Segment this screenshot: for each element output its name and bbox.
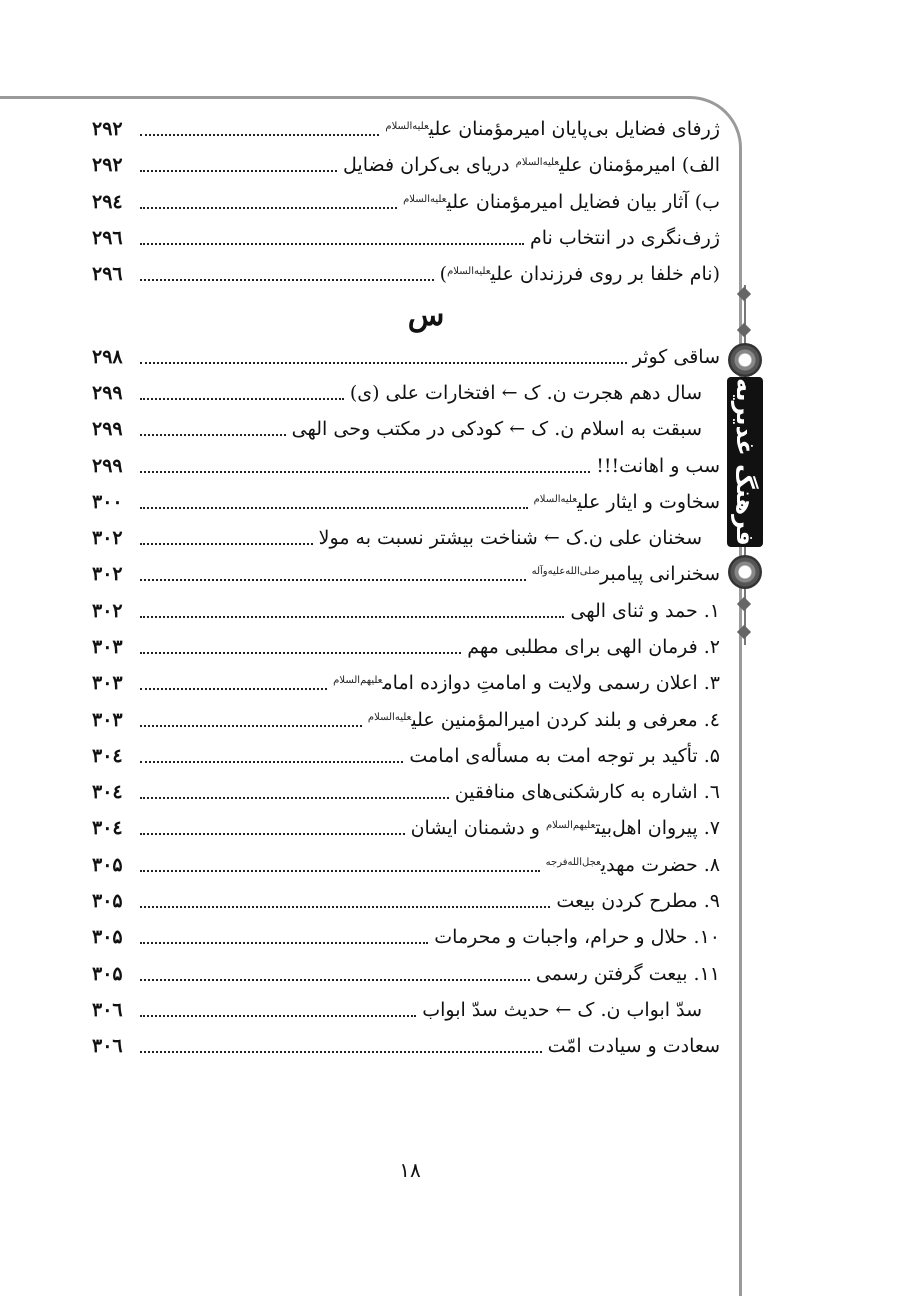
side-title: فرهنگ غدیریه: [731, 378, 759, 546]
honorific-mark: علیه‌السلام: [533, 493, 578, 505]
dot-leader: [140, 979, 530, 981]
toc-entry-text: سعادت و سیادت امّت: [547, 1035, 720, 1058]
toc-entry-title: [548, 1035, 720, 1057]
toc-entry-suffix: ): [439, 263, 448, 286]
dot-leader: [140, 1015, 416, 1017]
toc-entry-title: [403, 191, 720, 213]
dot-leader: [140, 942, 428, 944]
toc-entry: [92, 411, 720, 447]
toc-entry-title: [422, 999, 720, 1021]
toc-entry-page: ۳۰۲: [92, 563, 123, 586]
diamond-ornament-icon: [737, 597, 751, 611]
toc-entry: [92, 556, 720, 592]
toc-entry: [92, 447, 720, 483]
toc-entry: [92, 701, 720, 737]
section-letter: س: [407, 297, 445, 333]
toc-entry-page: ۲۹۹: [92, 381, 123, 404]
dot-leader: [140, 207, 397, 209]
honorific-mark: علیه‌السلام: [515, 157, 560, 169]
toc-entry-title: [440, 263, 720, 285]
toc-entry-text: ۹. مطرح کردن بیعت: [556, 890, 720, 913]
diamond-ornament-icon: [737, 323, 751, 337]
dot-leader: [140, 134, 379, 136]
toc-entry-title: [546, 854, 720, 876]
toc-entry-page: ۳۰٤: [92, 781, 123, 804]
toc-entry-title: [633, 346, 720, 368]
toc-top-group: [92, 111, 720, 292]
toc-entry-page: ۳۰۵: [92, 962, 123, 985]
toc-entry-suffix: دریای بی‌کران فضایل: [343, 154, 516, 177]
toc-entry-text: ۱۱. بیعت گرفتن رسمی: [535, 962, 720, 985]
toc-entry-title: [350, 382, 720, 404]
dot-leader: [140, 761, 403, 763]
honorific-mark: علیهم‌السلام: [545, 820, 596, 832]
toc-entry: [92, 956, 720, 992]
toc-entry-page: ۳۰٦: [92, 998, 123, 1021]
toc-entry-text: سبقت به اسلام ن. ک ← کودکی در مکتب وحی الهی: [291, 418, 702, 441]
medallion-icon: [728, 555, 762, 589]
dot-leader: [140, 725, 362, 727]
toc-entry-page: ۳۰٤: [92, 744, 123, 767]
toc-entry-text: ب) آثار بیان فضایل امیرمؤمنان علی: [446, 190, 720, 213]
toc-entry: [92, 1028, 720, 1064]
toc-entry-text: ۱۰. حلال و حرام، واجبات و محرمات: [434, 926, 720, 949]
toc-entry-text: ۲. فرمان الهی برای مطلبی مهم: [467, 636, 720, 658]
toc-entry-text: ۵. تأکید بر توجه امت به مسأله‌ی امامت: [409, 744, 720, 767]
toc-entry: [92, 593, 720, 629]
toc-entry-page: ۲۹۸: [92, 345, 123, 368]
toc-entry-page: ۲۹٦: [92, 227, 123, 250]
dot-leader: [140, 579, 526, 581]
medallion-icon: [728, 343, 762, 377]
diamond-ornament-icon: [737, 287, 751, 301]
dot-leader: [140, 507, 528, 509]
dot-leader: [140, 543, 313, 545]
toc-bottom-group: [92, 338, 720, 1064]
toc-entry: [92, 847, 720, 883]
toc-entry-text: ۸. حضرت مهدی: [600, 853, 720, 876]
toc-entry-title: [368, 709, 720, 731]
dot-leader: [140, 170, 337, 172]
toc-entry-page: ۳۰۲: [92, 527, 123, 550]
honorific-mark: صلی‌الله‌علیه‌وآله: [531, 566, 600, 578]
honorific-mark: علیه‌السلام: [403, 193, 447, 205]
toc-entry-text: سال دهم هجرت ن. ک ← افتخارات علی (ی): [349, 381, 702, 404]
dot-leader: [140, 398, 344, 400]
toc-entry: [92, 256, 720, 292]
diamond-ornament-icon: [737, 625, 751, 639]
dot-leader: [140, 616, 564, 618]
toc-entry-text: ۷. پیروان اهل‌بیت: [595, 817, 720, 840]
toc-entry-title: [319, 527, 720, 549]
toc-entry: [92, 375, 720, 411]
toc-entry-title: [530, 227, 720, 249]
table-of-contents: [92, 111, 720, 1064]
toc-entry-text: ٦. اشاره به کارشکنی‌های منافقین: [454, 781, 720, 804]
page-number: ۱۸: [399, 1158, 421, 1182]
toc-entry-suffix: و دشمنان ایشان: [410, 817, 546, 840]
toc-entry-text: (نام خلفا بر روی فرزندان علی: [490, 263, 720, 286]
toc-entry-title: [532, 563, 720, 585]
dot-leader: [140, 797, 449, 799]
toc-entry-text: ۳. اعلان رسمی ولایت و امامتِ دوازده امام: [382, 672, 720, 695]
toc-entry: [92, 919, 720, 955]
honorific-mark: عجل‌الله‌فرجه: [545, 856, 601, 868]
toc-entry: [92, 629, 720, 665]
toc-entry-title: [556, 890, 720, 912]
toc-entry-page: ۳۰۳: [92, 636, 123, 658]
toc-entry-title: [411, 817, 720, 839]
toc-entry-text: الف) امیرمؤمنان علی: [559, 154, 720, 177]
toc-entry-title: [385, 118, 720, 140]
dot-leader: [140, 279, 434, 281]
honorific-mark: علیهم‌السلام: [333, 675, 383, 687]
toc-entry-page: ۲۹۹: [92, 418, 123, 441]
toc-entry-title: [467, 636, 720, 658]
dot-leader: [140, 362, 627, 364]
toc-entry-text: سخاوت و ایثار علی: [577, 490, 720, 513]
toc-entry-title: [596, 455, 720, 477]
toc-entry: [92, 338, 720, 374]
toc-entry: [92, 992, 720, 1028]
dot-leader: [140, 688, 327, 690]
dot-leader: [140, 833, 405, 835]
toc-entry-text: سخنرانی پیامبر: [599, 563, 720, 586]
toc-entry-page: ۳۰۳: [92, 708, 123, 731]
toc-entry-text: سدّ ابواب ن. ک ← حدیث سدّ ابواب: [422, 998, 702, 1021]
toc-entry: [92, 111, 720, 147]
toc-entry: [92, 810, 720, 846]
toc-entry-page: ۳۰٤: [92, 817, 123, 840]
toc-entry-title: [333, 672, 720, 694]
toc-entry: [92, 147, 720, 183]
toc-entry-title: [570, 600, 720, 622]
toc-entry: [92, 220, 720, 256]
toc-entry-title: [536, 963, 720, 985]
toc-entry-page: ۲۹۹: [92, 454, 123, 477]
toc-entry-page: ۳۰٦: [92, 1035, 123, 1058]
toc-entry-page: ۳۰۵: [92, 890, 123, 913]
toc-entry-title: [455, 781, 720, 803]
toc-entry-text: ژرفای فضایل بی‌پایان امیرمؤمنان علی: [428, 118, 720, 141]
toc-entry: [92, 484, 720, 520]
toc-entry-text: ۱. حمد و ثنای الهی: [570, 599, 720, 622]
dot-leader: [140, 471, 590, 473]
toc-entry: [92, 665, 720, 701]
toc-entry-title: [534, 491, 720, 513]
toc-entry-title: [343, 154, 720, 176]
dot-leader: [140, 243, 524, 245]
dot-leader: [140, 1051, 542, 1053]
toc-entry: [92, 738, 720, 774]
toc-entry-text: ٤. معرفی و بلند کردن امیرالمؤمنین علی: [411, 708, 720, 731]
toc-entry: [92, 774, 720, 810]
toc-entry-page: ۲۹۲: [92, 154, 123, 177]
toc-entry-page: ۲۹٤: [92, 190, 123, 213]
toc-entry-page: ۲۹٦: [92, 263, 123, 286]
dot-leader: [140, 870, 540, 872]
side-title-band: [727, 377, 763, 547]
toc-entry-page: ۳۰۳: [92, 672, 123, 695]
toc-entry-page: ۳۰۰: [92, 490, 123, 513]
side-emblem: [728, 285, 762, 645]
toc-entry-text: سب و اهانت!!!: [596, 454, 720, 477]
toc-entry-page: ۳۰۵: [92, 926, 123, 949]
toc-entry-title: [292, 418, 720, 440]
toc-entry: [92, 883, 720, 919]
toc-entry-text: ژرف‌نگری در انتخاب نام: [529, 227, 720, 250]
toc-entry-text: ساقی کوثر: [632, 345, 720, 368]
toc-entry-page: ۳۰۲: [92, 599, 123, 622]
toc-entry-page: ۳۰۵: [92, 853, 123, 876]
toc-entry-title: [434, 926, 720, 948]
honorific-mark: علیه‌السلام: [385, 121, 429, 133]
dot-leader: [140, 434, 286, 436]
toc-entry-page: ۲۹۲: [92, 118, 123, 141]
dot-leader: [140, 906, 550, 908]
dot-leader: [140, 652, 461, 654]
honorific-mark: علیه‌السلام: [367, 711, 412, 723]
toc-entry: [92, 184, 720, 220]
toc-entry-title: [409, 745, 720, 767]
toc-entry-text: سخنان علی ن.ک ← شناخت بیشتر نسبت به مولا: [318, 527, 702, 550]
toc-entry: [92, 520, 720, 556]
honorific-mark: علیه‌السلام: [447, 266, 491, 278]
